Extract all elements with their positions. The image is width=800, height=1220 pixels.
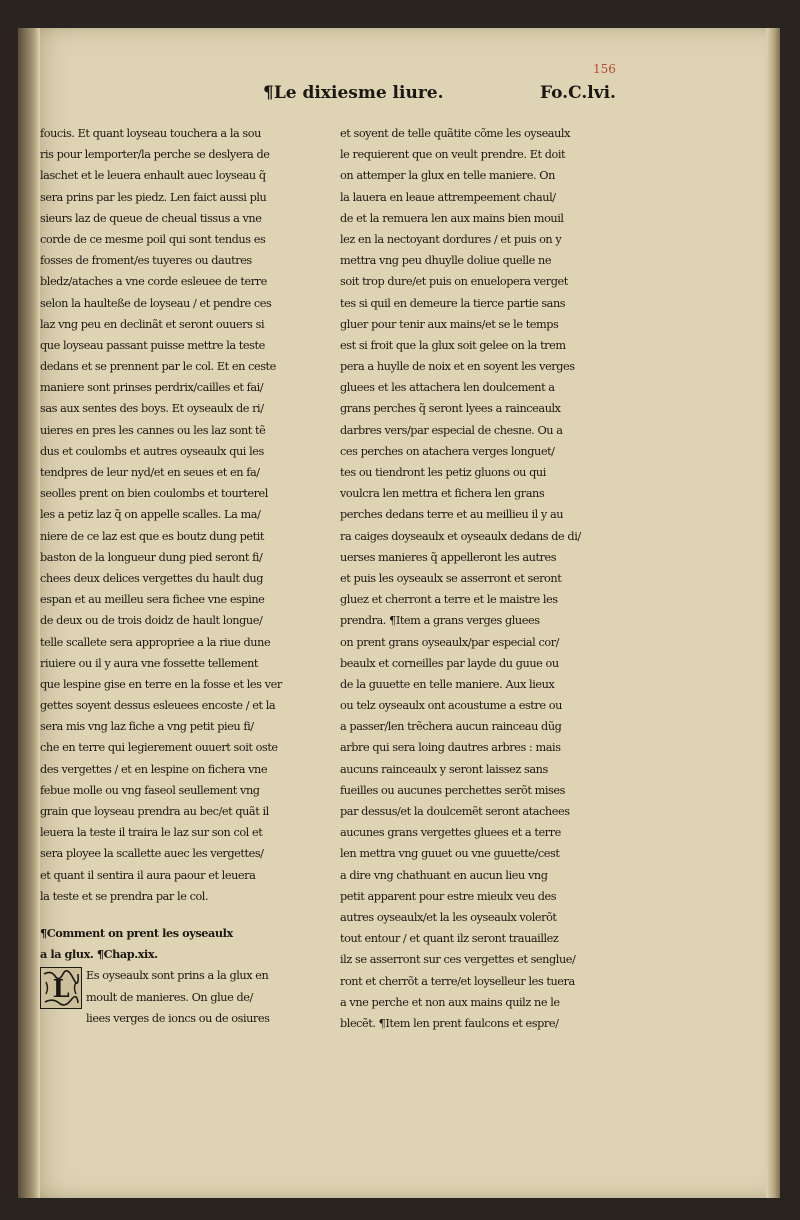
- text-line: prendra. ¶Item a grans verges gluees: [340, 614, 540, 628]
- text-line: ront et cherrõt a terre/et loyselleur les tuera: [340, 974, 575, 988]
- text-line: petit apparent pour estre mieulx veu des: [340, 889, 557, 903]
- text-line: laz vng peu en declinãt et seront ouuers si: [40, 317, 265, 331]
- text-line: la teste et se prendra par le col.: [40, 889, 209, 903]
- text-line: que lespine gise en terre en la fosse et les ver: [40, 677, 282, 691]
- text-line: aucunes grans vergettes gluees et a terre: [340, 826, 561, 840]
- text-line: aucuns rainceaulx y seront laissez sans: [340, 762, 548, 776]
- text-line: tes si quil en demeure la tierce partie sans: [340, 296, 566, 310]
- text-line: len mettra vng guuet ou vne guuette/cest: [340, 847, 560, 861]
- text-line: ou telz oyseaulx ont acoustume a estre ou: [340, 699, 562, 713]
- text-line: a dire vng chathuant en aucun lieu vng: [340, 868, 548, 882]
- text-line: chees deux delices vergettes du hault dug: [40, 571, 264, 585]
- decorated-initial-ornament-icon: [41, 968, 81, 1008]
- dropcap-letter: L: [52, 974, 70, 1004]
- text-line: que loyseau passant puisse mettre la teste: [40, 338, 265, 352]
- text-line: arbre qui sera loing dautres arbres : mais: [340, 741, 561, 755]
- text-line: lez en la nectoyant dordures / et puis on y: [340, 232, 562, 246]
- text-line: leuera la teste il traira le laz sur son col et: [40, 826, 263, 840]
- text-line: est si froit que la glux soit gelee on la trem: [340, 338, 566, 352]
- text-line: on attemper la glux en telle maniere. On: [340, 169, 555, 183]
- folio-number: Fo.C.lvi.: [540, 83, 616, 103]
- text-line: fosses de froment/es tuyeres ou dautres: [40, 254, 252, 268]
- text-line: pera a huylle de noix et en soyent les verges: [340, 360, 575, 374]
- text-line: sera mis vng laz fiche a vng petit pieu fi/: [40, 720, 254, 734]
- text-line: sieurs laz de queue de cheual tissus a vne: [40, 211, 262, 225]
- text-line: sera ployee la scallette auec les vergettes/: [40, 847, 264, 861]
- text-line: voulcra len mettra et fichera len grans: [340, 487, 545, 501]
- text-line: la lauera en leaue attrempeement chaul/: [340, 190, 556, 204]
- text-line: tout entour / et quant ilz seront trauaillez: [340, 932, 559, 946]
- text-line: le requierent que on veult prendre. Et doit: [340, 148, 566, 162]
- chapter-heading: ¶Comment on prent les oyseaulx: [40, 925, 233, 940]
- page-edge: [766, 28, 780, 1198]
- text-line: tes ou tiendront les petiz gluons ou qui: [340, 466, 546, 479]
- text-line: moult de manieres. On glue de/: [86, 990, 253, 1004]
- text-line: gluez et cherront a terre et le maistre les: [340, 593, 558, 607]
- chapter-heading-number: a la glux. ¶Chap.xix.: [40, 947, 158, 962]
- handwritten-folio-number: 156: [593, 62, 616, 76]
- text-line: ris pour lemporter/la perche se deslyera de: [40, 148, 270, 162]
- decorated-initial: [40, 967, 82, 1009]
- text-line: et soyent de telle quãtite cõme les oyseaulx: [340, 127, 571, 140]
- text-line: che en terre qui legierement ouuert soit oste: [40, 741, 278, 755]
- text-line: tendpres de leur nyd/et en seues et en fa/: [40, 466, 260, 479]
- text-line: a vne perche et non aux mains quilz ne le: [340, 995, 560, 1009]
- text-line: telle scallete sera appropriee a la riue dune: [40, 635, 271, 649]
- text-line: uieres en pres les cannes ou les laz sont tẽ: [40, 423, 266, 437]
- text-line: grain que loyseau prendra au bec/et quãt il: [40, 805, 269, 818]
- text-line: niere de ce laz est que es boutz dung petit: [40, 529, 264, 543]
- running-head: ¶Le dixiesme liure.: [263, 83, 444, 103]
- text-line: on prent grans oyseaulx/par especial cor/: [340, 635, 560, 649]
- text-line: corde de ce mesme poil qui sont tendus es: [40, 232, 266, 246]
- text-line: les a petiz laz q̃ on appelle scalles. La ma/: [40, 508, 261, 522]
- text-line: par dessus/et la doulcemẽt seront atachees: [340, 805, 570, 818]
- text-line: bledz/ataches a vne corde esleuee de terre: [40, 275, 267, 289]
- text-line: des vergettes / et en lespine on fichera vne: [40, 762, 268, 776]
- text-line: espan et au meilleu sera fichee vne espine: [40, 593, 265, 607]
- text-line: gluees et les attachera len doulcement a: [340, 381, 555, 395]
- text-line: blecẽt. ¶Item len prent faulcons et espre/: [340, 1016, 559, 1030]
- text-line: de la guuette en telle maniere. Aux lieux: [340, 677, 555, 691]
- text-line: laschet et le leuera enhault auec loyseau q̃: [40, 169, 266, 183]
- text-line: Es oyseaulx sont prins a la glux en: [86, 969, 269, 983]
- text-line: selon la haulteße de loyseau / et pendre ces: [40, 296, 272, 310]
- text-line: gettes soyent dessus esleuees encoste / et la: [40, 699, 276, 713]
- text-line: liees verges de ioncs ou de osiures: [86, 1011, 270, 1025]
- chapter-opening: [40, 965, 358, 1029]
- text-line: fueilles ou aucunes perchettes serõt mises: [340, 783, 565, 797]
- text-line: gluer pour tenir aux mains/et se le temps: [340, 317, 559, 331]
- text-line: dedans et se prennent par le col. Et en ceste: [40, 360, 276, 374]
- text-line: mettra vng peu dhuylle doliue quelle ne: [340, 254, 552, 268]
- text-line: beaulx et corneilles par layde du guue ou: [340, 656, 559, 670]
- right-column: [340, 123, 685, 1034]
- section-spacer: [40, 907, 358, 923]
- text-line: autres oyseaulx/et la les oyseaulx volerõt: [340, 910, 557, 924]
- text-line: darbres vers/par especial de chesne. Ou a: [340, 423, 563, 437]
- text-line: maniere sont prinses perdrix/cailles et fai/: [40, 381, 264, 395]
- text-line: de deux ou de trois doidz de hault longue/: [40, 614, 263, 628]
- text-line: ra caiges doyseaulx et oyseaulx dedans de di/: [340, 529, 581, 543]
- left-column: [40, 123, 358, 1029]
- text-line: febue molle ou vng faseol seullement vng: [40, 783, 260, 797]
- text-line: ces perches on atachera verges longuet/: [340, 444, 555, 458]
- text-line: et puis les oyseaulx se asserront et seront: [340, 571, 562, 585]
- text-line: seolles prent on bien coulombs et tourterel: [40, 487, 268, 501]
- text-line: foucis. Et quant loyseau touchera a la sou: [40, 127, 261, 140]
- text-line: de et la remuera len aux mains bien mouil: [340, 211, 564, 225]
- text-line: uerses manieres q̃ appelleront les autres: [340, 550, 557, 564]
- text-line: sera prins par les piedz. Len faict aussi plu: [40, 190, 267, 204]
- text-line: grans perches q̃ seront lyees a rainceaulx: [340, 402, 561, 416]
- text-line: perches dedans terre et au meillieu il y au: [340, 508, 564, 522]
- page-gutter: [18, 28, 40, 1198]
- text-line: sas aux sentes des boys. Et oyseaulx de ri/: [40, 402, 264, 416]
- text-line: dus et coulombs et autres oyseaulx qui les: [40, 444, 264, 458]
- book-page: [18, 28, 780, 1198]
- text-line: et quant il sentira il aura paour et leuera: [40, 868, 256, 882]
- text-line: ilz se asserront sur ces vergettes et senglue/: [340, 953, 576, 967]
- text-line: a passer/len trẽchera aucun rainceau dũg: [340, 720, 562, 734]
- text-line: riuiere ou il y aura vne fossette tellement: [40, 656, 259, 670]
- text-line: baston de la longueur dung pied seront fi/: [40, 550, 263, 564]
- text-line: soit trop dure/et puis on enuelopera verget: [340, 275, 568, 289]
